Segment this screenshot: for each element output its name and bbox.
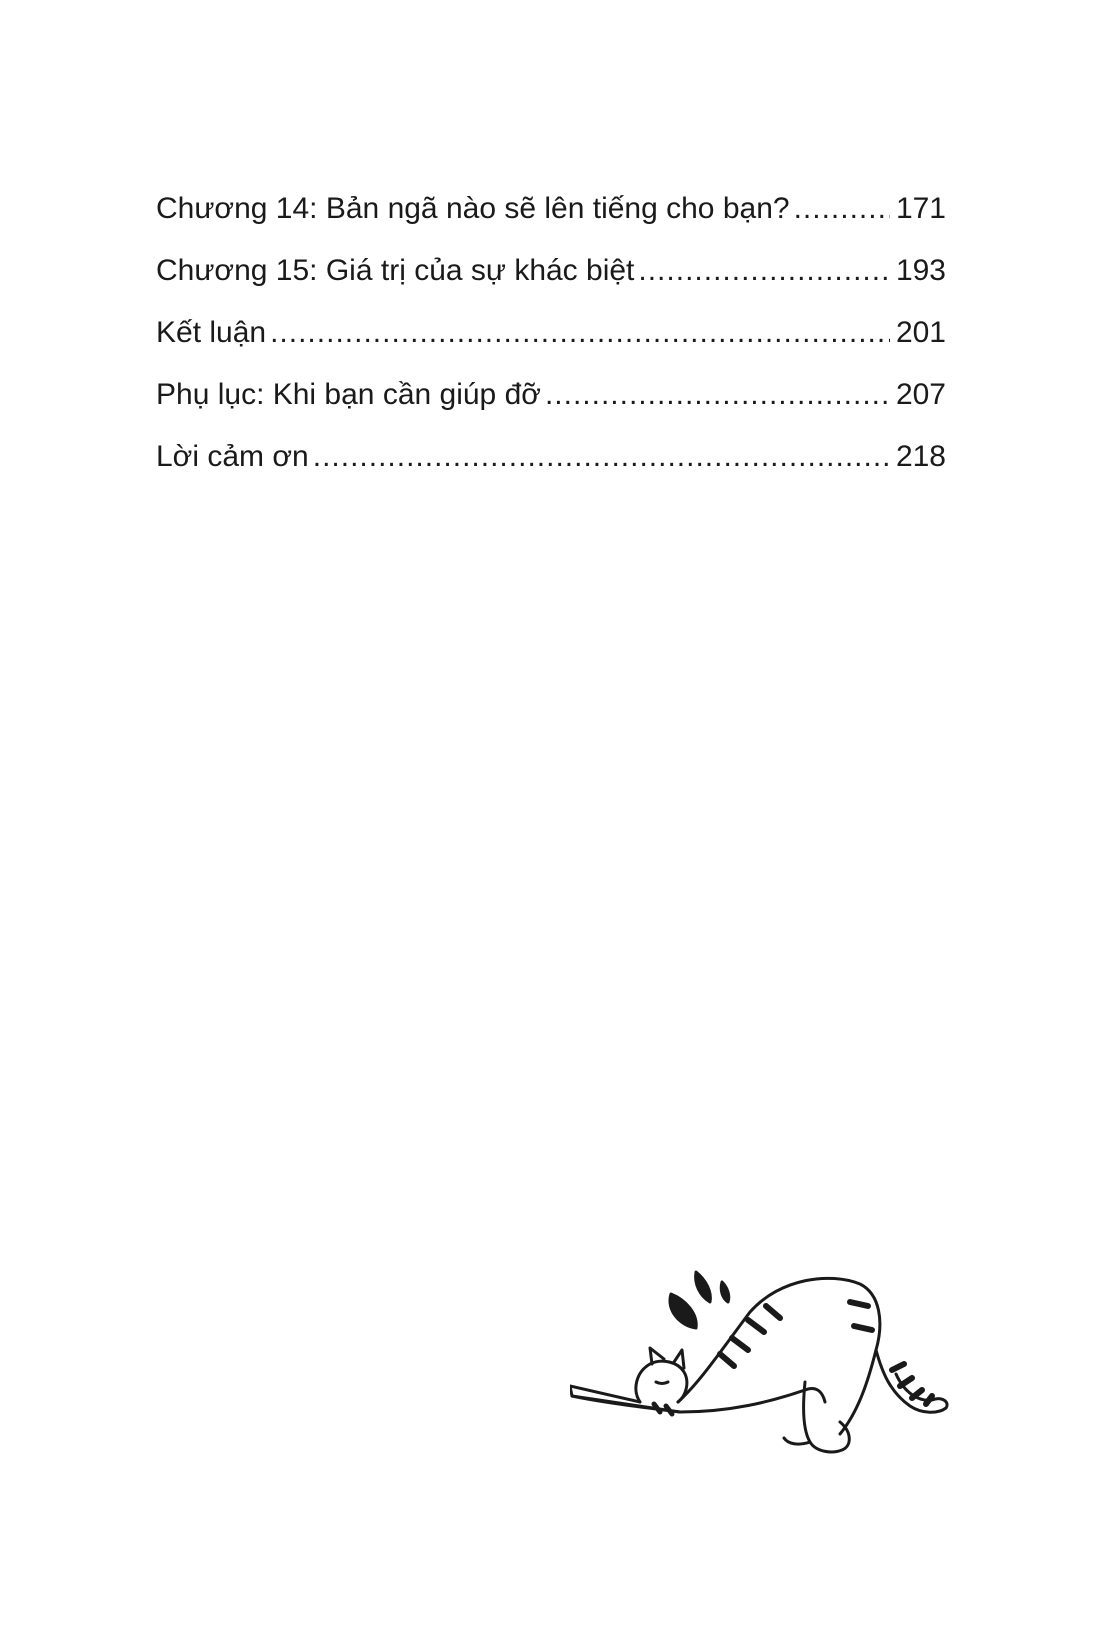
toc-dot-leader <box>794 178 890 240</box>
toc-entry-chapter-14[interactable] <box>156 178 946 240</box>
toc-entry-page-number: 218 <box>895 440 946 473</box>
toc-entry-title: Chương 14: Bản ngã nào sẽ lên tiếng cho bạn? <box>156 192 790 225</box>
toc-entry-title: Phụ lục: Khi bạn cần giúp đỡ <box>156 378 541 411</box>
toc-dot-leader <box>313 426 890 488</box>
toc-entry-acknowledgements[interactable] <box>156 426 946 488</box>
toc-entry-title: Lời cảm ơn <box>156 440 309 473</box>
toc-entry-page-number: 201 <box>895 316 946 349</box>
toc-entry-appendix[interactable] <box>156 364 946 426</box>
table-of-contents <box>156 178 946 488</box>
toc-dot-leader <box>638 240 890 302</box>
toc-dot-leader <box>270 302 890 364</box>
stretching-cat-icon <box>570 1262 960 1472</box>
toc-entry-title: Kết luận <box>156 316 267 349</box>
toc-entry-title: Chương 15: Giá trị của sự khác biệt <box>156 254 635 287</box>
toc-entry-page-number: 207 <box>895 378 946 411</box>
toc-entry-chapter-15[interactable] <box>156 240 946 302</box>
toc-entry-page-number: 193 <box>895 254 946 287</box>
toc-entry-conclusion[interactable] <box>156 302 946 364</box>
toc-dot-leader <box>545 364 890 426</box>
toc-entry-page-number: 171 <box>895 192 946 225</box>
